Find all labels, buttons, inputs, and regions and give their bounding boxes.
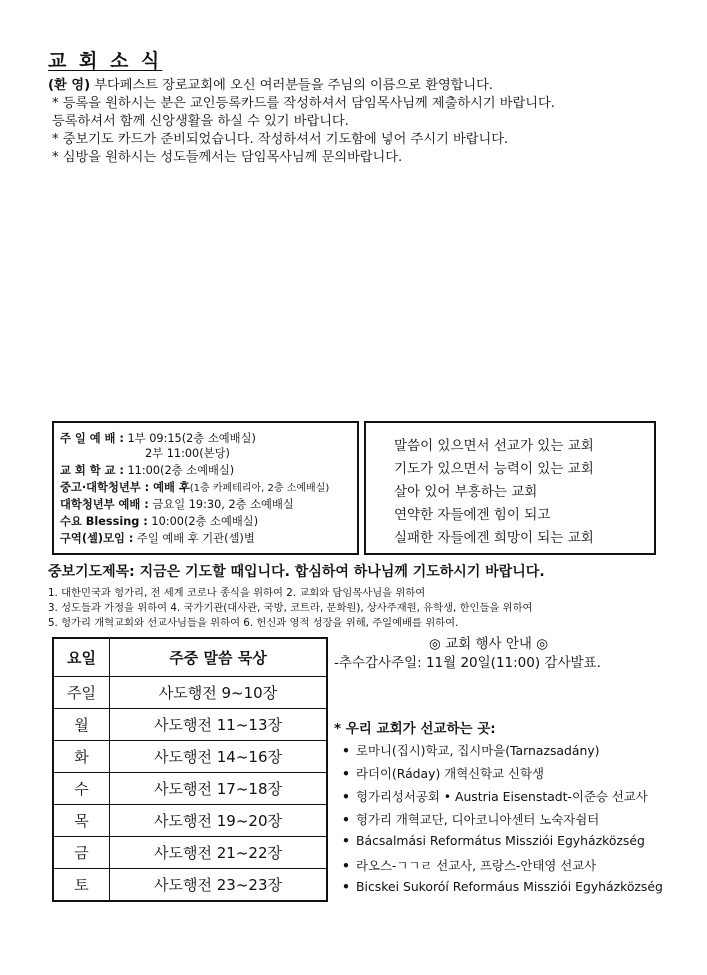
- table-row: 목 사도행전 19~20장: [53, 805, 327, 837]
- table-row: 수 사도행전 17~18장: [53, 773, 327, 805]
- church-motto-box: [364, 421, 656, 555]
- schedule-row: 대학청년부 예배 : 금요일 19:30, 2층 소예배실: [60, 498, 294, 511]
- schedule-row: 주 일 예 배 : 1부 09:15(2층 소예배실): [60, 432, 256, 445]
- welcome-line: [48, 76, 493, 95]
- motto-line: 기도가 있으면서 능력이 있는 교회: [394, 461, 594, 477]
- mission-item: • 헝가리성서공회 • Austria Eisenstadt-이준승 선교사: [342, 789, 648, 804]
- worship-schedule-box: [52, 421, 359, 555]
- bullet-icon: •: [342, 812, 350, 827]
- schedule-row: 수요 Blessing : 10:00(2층 소예배실): [60, 515, 259, 528]
- motto-line: 연약한 자들에겐 힘이 되고: [394, 507, 551, 523]
- prayer-title: 중보기도제목: 지금은 기도할 때입니다. 합심하여 하나님께 기도하시기 바랍니다.: [48, 564, 545, 580]
- table-row: 화 사도행전 14~16장: [53, 741, 327, 773]
- prayer-line: 1. 대한민국과 헝가리, 전 세계 코로나 종식을 위하여 2. 교회와 담임목사님을 위하여: [48, 587, 426, 599]
- bullet-icon: •: [342, 833, 350, 848]
- schedule-row: 중고·대학청년부 : 예배 후(1층 카페테리아, 2층 소예배실): [60, 481, 330, 494]
- header-day: 요일: [53, 638, 110, 677]
- mission-item: • 라더이(Ráday) 개혁신학교 신학생: [342, 766, 544, 781]
- notice-title: 교 회 소 식: [48, 50, 163, 72]
- mission-title: * 우리 교회가 선교하는 곳:: [334, 721, 496, 737]
- header-title: 주중 말씀 묵상: [110, 638, 328, 677]
- event-title: ◎ 교회 행사 안내 ◎: [429, 636, 548, 652]
- notice-item: * 심방을 원하시는 성도들께서는 담임목사님께 문의바랍니다.: [52, 150, 403, 165]
- notice-item: 등록하셔서 함께 신앙생활을 하실 수 있기 바랍니다.: [52, 114, 349, 129]
- mission-item: • Bácsalmási Református Missziói Egyházközség: [342, 833, 645, 848]
- mission-item: • 로마니(집시)학교, 집시마을(Tarnazsadány): [342, 743, 600, 758]
- mission-item: • Bicskei Sukoróí Reformáus Missziói Egyházközség: [342, 879, 663, 894]
- event-item: -추수감사주일: 11월 20일(11:00) 감사발표.: [334, 655, 601, 671]
- table-header-row: [53, 638, 327, 677]
- bullet-icon: •: [342, 743, 350, 758]
- welcome-text: 부다페스트 장로교회에 오신 여러분들을 주님의 이름으로 환영합니다.: [90, 78, 494, 93]
- bullet-icon: •: [342, 879, 350, 894]
- notice-item: * 등록을 원하시는 분은 교인등록카드를 작성하셔서 담임목사님께 제출하시기 바랍니다.: [52, 96, 555, 111]
- bullet-icon: •: [342, 766, 350, 781]
- table-row: 토 사도행전 23~23장: [53, 869, 327, 902]
- schedule-row: 2부 11:00(본당): [145, 447, 230, 460]
- table-row: 주일 사도행전 9~10장: [53, 677, 327, 709]
- motto-line: 말씀이 있으면서 선교가 있는 교회: [394, 438, 594, 454]
- prayer-line: 5. 헝가리 개혁교회와 선교사님들을 위하여 6. 헌신과 영적 성장을 위해, 주일예배를 위하여.: [48, 617, 459, 629]
- table-row: 월 사도행전 11~13장: [53, 709, 327, 741]
- welcome-label: (환 영): [48, 78, 91, 93]
- weekly-verse-table: [52, 637, 328, 902]
- notice-item: * 중보기도 카드가 준비되었습니다. 작성하셔서 기도함에 넣어 주시기 바랍니다.: [52, 132, 509, 147]
- bullet-icon: •: [342, 789, 350, 804]
- mission-item: • 헝가리 개혁교단, 디아코니아센터 노숙자쉼터: [342, 812, 600, 827]
- prayer-line: 3. 성도들과 가정을 위하여 4. 국가기관(대사관, 국방, 코트라, 문화원), 상사주재원, 유학생, 한인들을 위하여: [48, 602, 533, 614]
- motto-line: 살아 있어 부흥하는 교회: [394, 484, 538, 500]
- bullet-icon: •: [342, 858, 350, 873]
- mission-item: • 라오스-ㄱㄱㄹ 선교사, 프랑스-안태영 선교사: [342, 858, 597, 873]
- schedule-row: 구역(셀)모임 : 주일 예배 후 기관(셀)별: [60, 532, 255, 545]
- table-row: 금 사도행전 21~22장: [53, 837, 327, 869]
- schedule-row: 교 회 학 교 : 11:00(2층 소예배실): [60, 464, 235, 477]
- motto-line: 실패한 자들에겐 희망이 되는 교회: [394, 530, 594, 546]
